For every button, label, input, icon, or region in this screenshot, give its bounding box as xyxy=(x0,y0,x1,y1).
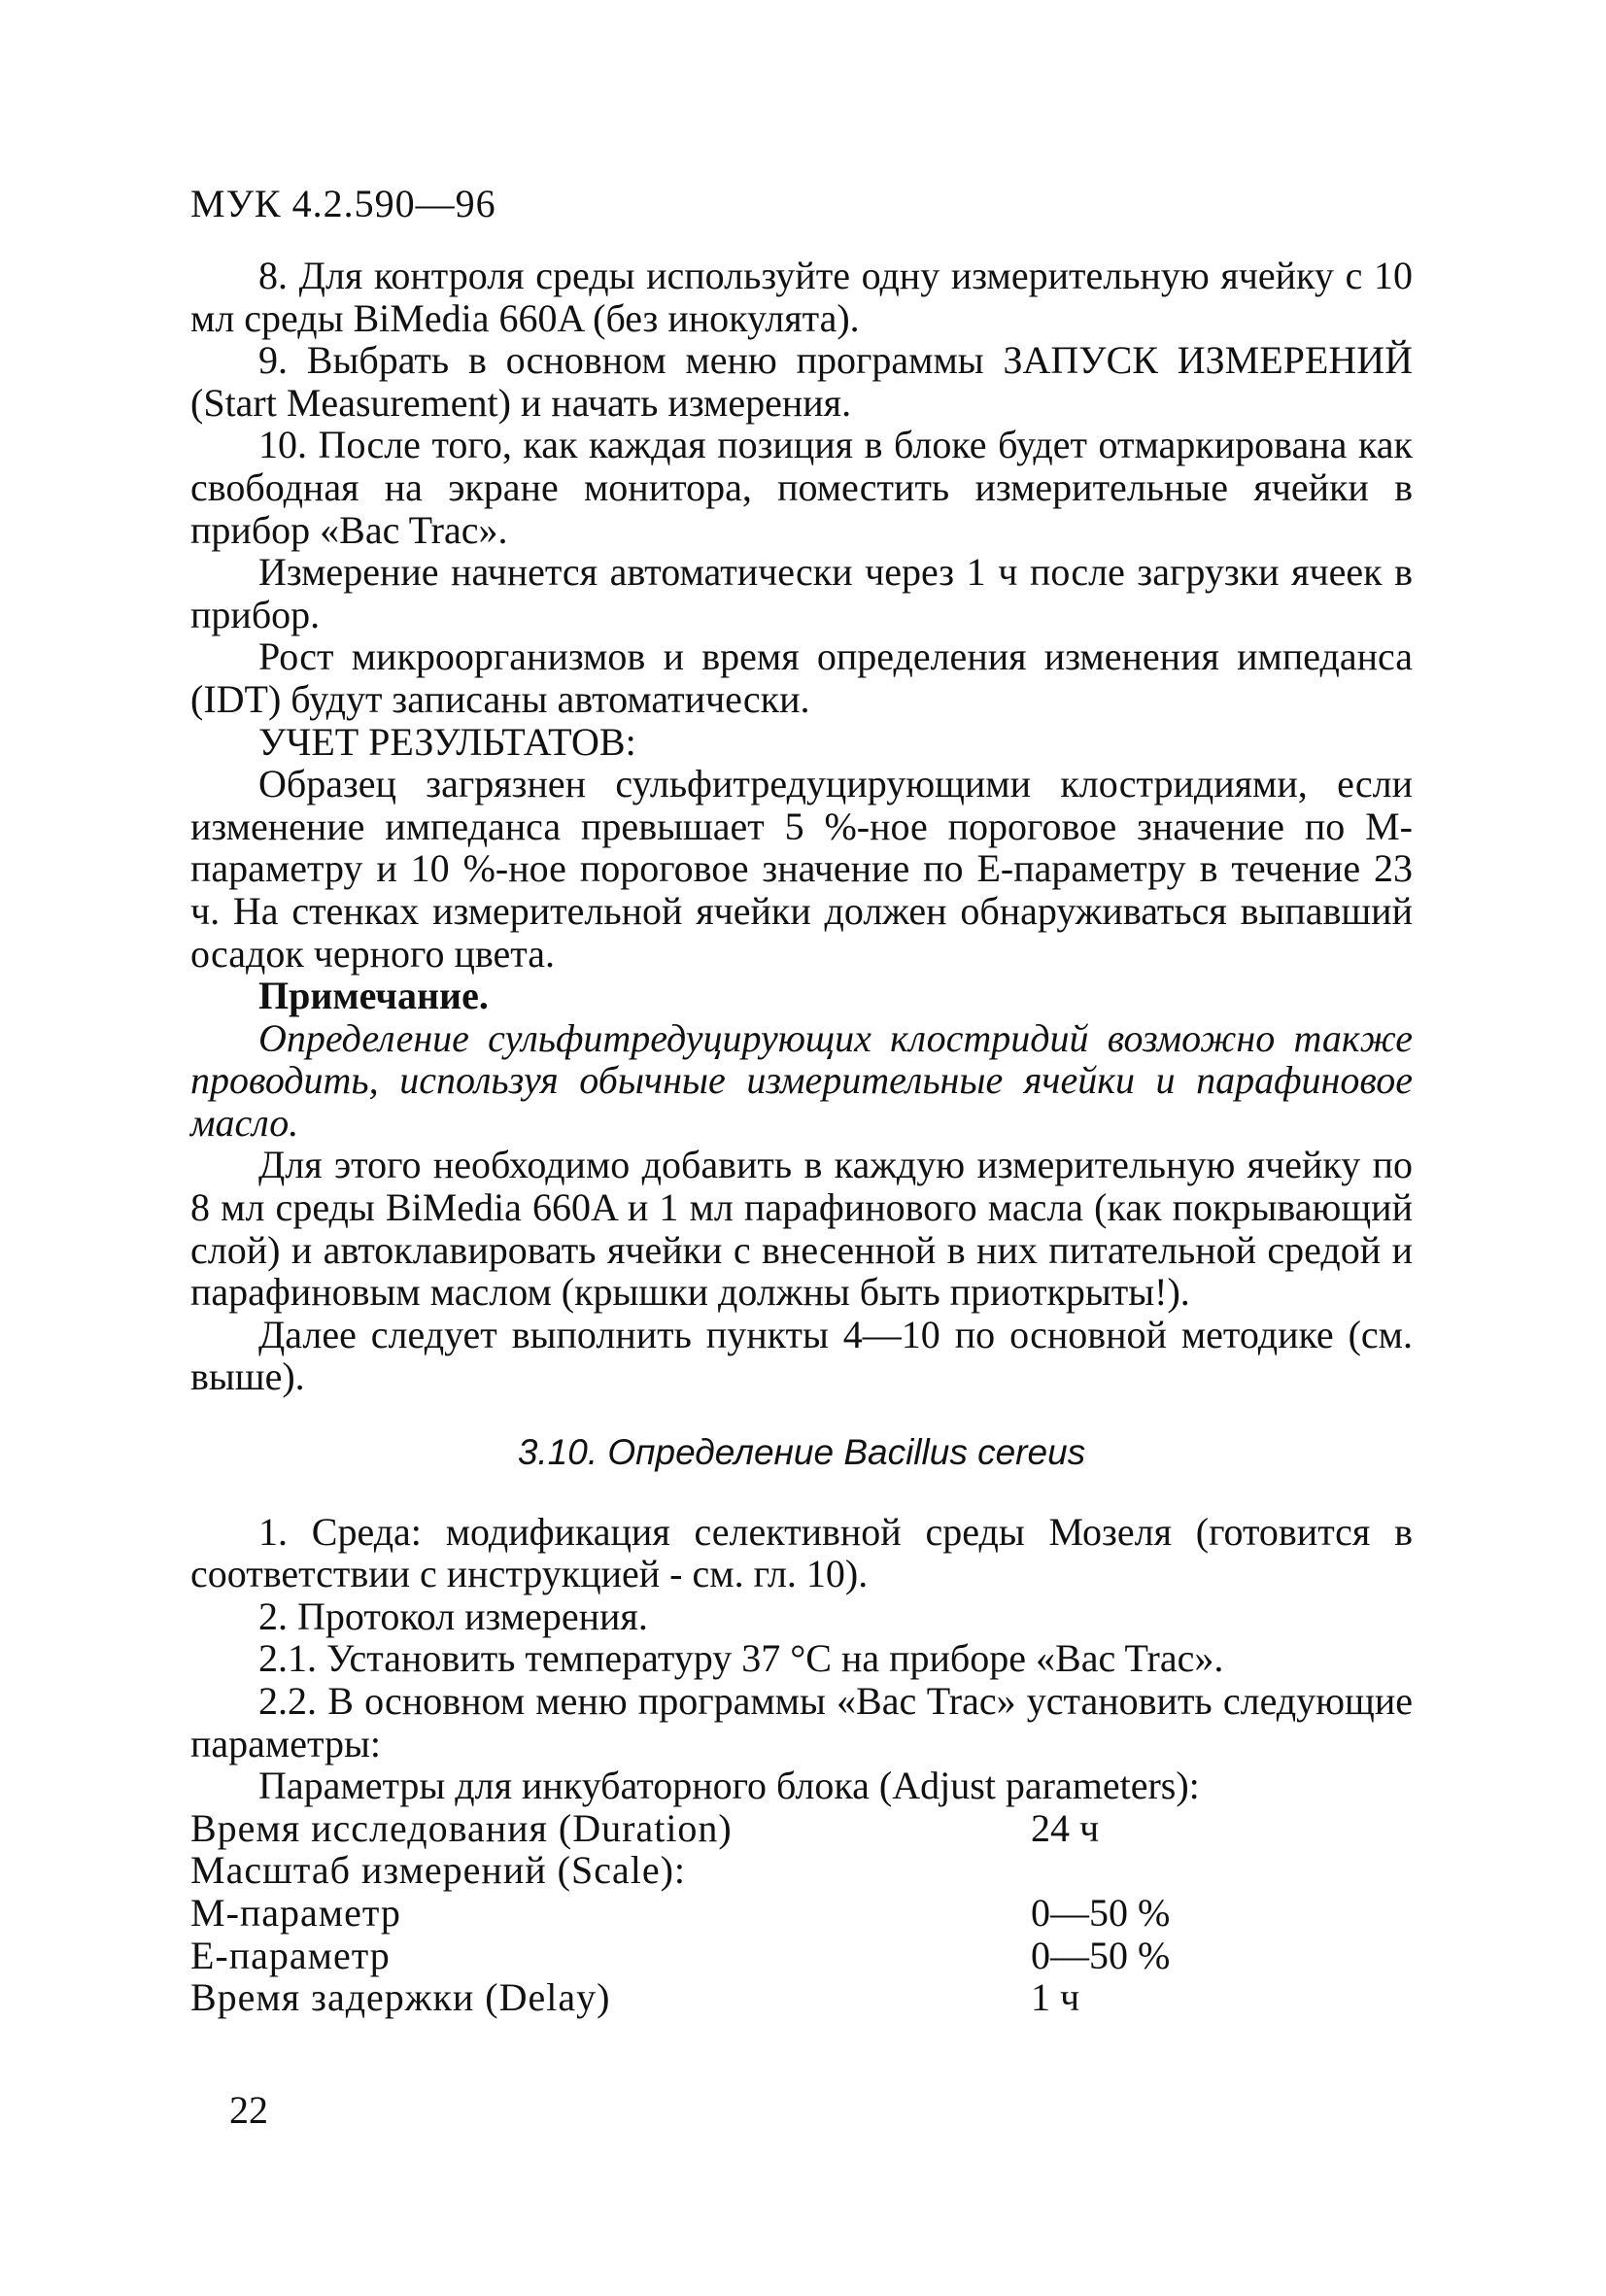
param-row-duration xyxy=(190,1807,1413,1850)
param-label: Е-параметр xyxy=(190,1933,391,1977)
note-title: Примечание. xyxy=(258,974,489,1018)
param-value: 0—50 % xyxy=(1031,1933,1171,1977)
section-paragraph-protocol: 2. Протокол измерения. xyxy=(258,1593,648,1638)
section-paragraph-set-params: 2.2. В основном меню программы «Bac Trac» установить следующие параметры: xyxy=(190,1679,1413,1765)
paragraph-growth-recorded: Рост микроорганизмов и время определения изменения импеданса (IDT) будут записаны автоматически. xyxy=(190,634,1413,721)
param-value: 1 ч xyxy=(1031,1975,1080,2020)
param-label: Масштаб измерений (Scale): xyxy=(190,1848,687,1893)
section-paragraph-incubator-params: Параметры для инкубаторного блока (Adjust parameters): xyxy=(258,1764,1200,1808)
document-code-header: МУК 4.2.590—96 xyxy=(190,182,496,225)
paragraph-place-cells: 10. После того, как каждая позиция в блоке будет отмаркирована как свободная на экране монитора, поместить измерительные ячейки в прибор «Bac Trac». xyxy=(190,423,1413,552)
param-value: 0—50 % xyxy=(1031,1890,1171,1935)
page-number: 22 xyxy=(229,2088,268,2132)
note-paragraph-procedure: Для этого необходимо добавить в каждую измерительную ячейку по 8 мл среды BiMedia 660A и 1 мл парафинового масла (как покрывающий слой) и автоклавировать ячейки с внесенной в них питательной средой и парафиновым маслом (крышки должны быть приоткрыты!). xyxy=(190,1143,1413,1315)
param-label: Время задержки (Delay) xyxy=(190,1975,611,2020)
param-row-m-parameter xyxy=(190,1892,1413,1935)
param-value: 24 ч xyxy=(1031,1805,1100,1850)
paragraph-measurement-start: Измерение начнется автоматически через 1 ч после загрузки ячеек в прибор. xyxy=(190,550,1413,636)
paragraph-control-medium: 8. Для контроля среды используйте одну измерительную ячейку с 10 мл среды BiMedia 660A (без инокулята). xyxy=(190,254,1413,340)
param-row-delay xyxy=(190,1976,1413,2019)
results-heading: УЧЕТ РЕЗУЛЬТАТОВ: xyxy=(258,719,636,764)
section-title: 3.10. Определение Bacillus cereus xyxy=(517,1432,1086,1473)
results-text: Образец загрязнен сульфитредуцирующими клостридиями, если изменение импеданса превышает 5 %-ное пороговое значение по М-параметру и 10 %-ное пороговое значение по Е-параметру в течение 23 ч. На стенках измерительной ячейки должен обнаруживаться выпавший осадок черного цвета. xyxy=(190,762,1413,976)
param-row-scale xyxy=(190,1849,1413,1892)
paragraph-start-measurement: 9. Выбрать в основном меню программы ЗАПУСК ИЗМЕРЕНИЙ (Start Measurement) и начать измерения. xyxy=(190,338,1413,425)
note-italic-text: Определение сульфитредуцирующих клостридий возможно также проводить, используя обычные измерительные ячейки и парафиновое масло. xyxy=(190,1015,1413,1145)
param-label: М-параметр xyxy=(190,1890,401,1935)
section-paragraph-medium: 1. Среда: модификация селективной среды Мозеля (готовится в соответствии с инструкцией - см. гл. 10). xyxy=(190,1509,1413,1596)
page-body xyxy=(190,255,1413,2019)
section-paragraph-temperature: 2.1. Установить температуру 37 °С на приборе «Bac Trac». xyxy=(258,1636,1224,1681)
parameter-list xyxy=(190,1807,1413,2019)
param-label: Время исследования (Duration) xyxy=(190,1805,733,1850)
param-row-e-parameter xyxy=(190,1935,1413,1977)
note-paragraph-next-steps: Далее следует выполнить пункты 4—10 по основной методике (см. выше). xyxy=(190,1312,1413,1399)
